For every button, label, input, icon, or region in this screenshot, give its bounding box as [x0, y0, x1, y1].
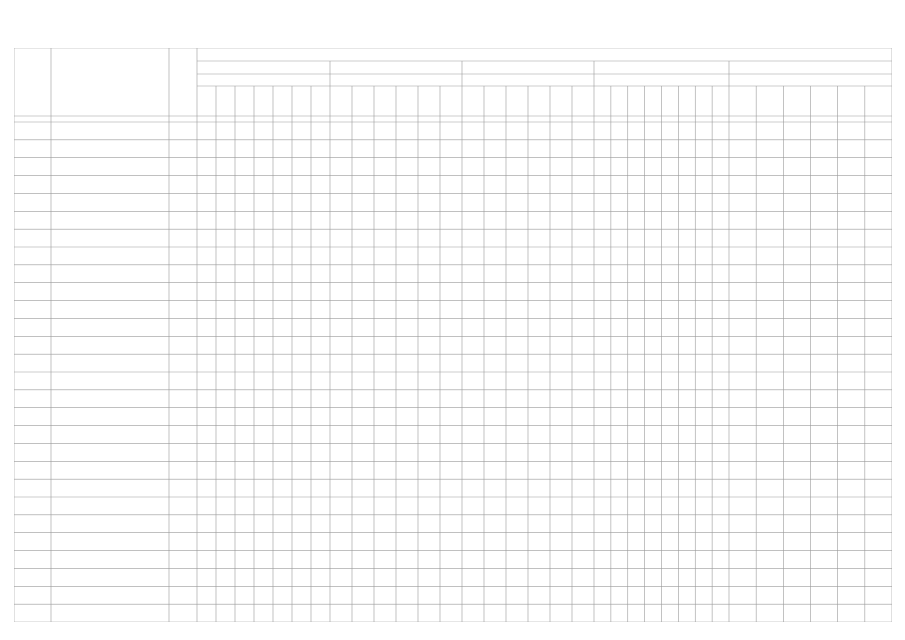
sheet-background: [14, 48, 892, 622]
investment-program-table: [14, 48, 892, 622]
